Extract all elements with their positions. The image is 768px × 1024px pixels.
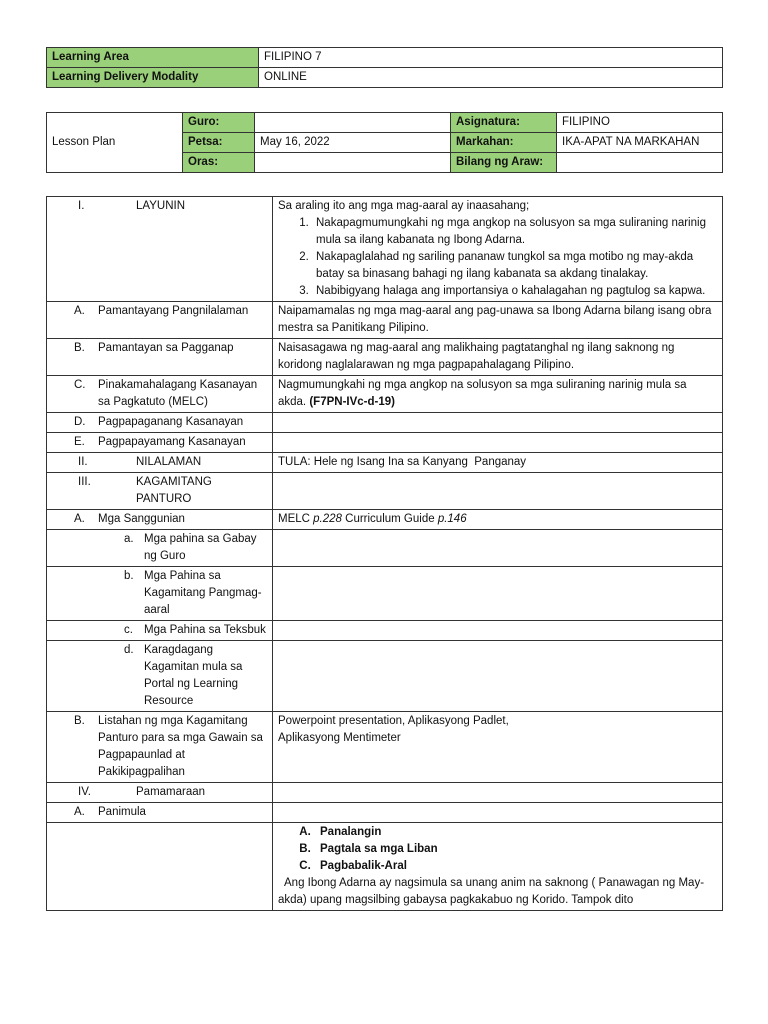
melc-page: p.228 <box>313 513 342 525</box>
lesson-info-table <box>46 112 723 173</box>
asignatura-value: FILIPINO <box>557 113 723 133</box>
melc-code: (F7PN-IVc-d-19) <box>309 396 395 408</box>
lesson-plan-table <box>46 196 723 911</box>
oras-label: Oras: <box>183 153 255 173</box>
guro-label: Guro: <box>183 113 255 133</box>
modality-row <box>47 68 723 88</box>
kagamitang-panturo-row <box>47 473 723 510</box>
pamantayan-sa-pagganap-label: Pamantayan sa Pagganap <box>98 342 234 354</box>
sub-item-marker: d. <box>124 644 134 656</box>
petsa-value: May 16, 2022 <box>255 133 451 153</box>
curriculum-guide-ref: Curriculum Guide <box>341 513 438 525</box>
modality-label: Learning Delivery Modality <box>47 68 259 88</box>
item-marker: B. <box>74 715 85 727</box>
layunin-row <box>47 197 723 302</box>
pamantayang-pangnilalaman-row <box>47 302 723 339</box>
melc-label: Pinakamahalagang Kasanayan sa Pagkatuto (MELC) <box>98 379 258 408</box>
teksbuk-label: Mga Pahina sa Teksbuk <box>144 624 266 636</box>
kagamitang-panturo-label: KAGAMITANG PANTURO <box>136 476 212 505</box>
panimula-content-row <box>47 823 723 911</box>
listahan-kagamitan-row <box>47 712 723 783</box>
mga-sanggunian-label: Mga Sanggunian <box>98 513 185 525</box>
layunin-label: LAYUNIN <box>136 200 185 212</box>
bilang-label: Bilang ng Araw: <box>451 153 557 173</box>
bilang-value <box>557 153 723 173</box>
step-item: A. Panalangin <box>314 824 717 841</box>
item-marker: E. <box>74 436 85 448</box>
learning-resource-row <box>47 641 723 712</box>
panimula-steps <box>278 824 717 875</box>
pamamaraan-label: Pamamaraan <box>136 786 206 798</box>
nilalaman-label: NILALAMAN <box>136 456 202 468</box>
objective-item: 1. Nakapagmumungkahi ng mga angkop na solusyon sa mga suliraning narinig mula sa ilang kabanata ng Ibong Adarna. <box>312 215 717 249</box>
melc-ref: MELC <box>278 513 314 525</box>
item-marker: C. <box>74 379 86 391</box>
section-number: IV. <box>78 786 92 798</box>
lesson-plan-label: Lesson Plan <box>47 113 183 173</box>
nilalaman-value: TULA: Hele ng Isang Ina sa Kanyang Panganay <box>273 453 723 473</box>
panimula-row <box>47 803 723 823</box>
petsa-label: Petsa: <box>183 133 255 153</box>
pagpapayamang-kasanayan-row <box>47 433 723 453</box>
pamantayang-pangnilalaman-value: Naipamamalas ng mga mag-aaral ang pag-unawa sa Ibong Adarna bilang isang obra mestra sa Panitikang Pilipino. <box>273 302 723 339</box>
pagpapayamang-kasanayan-label: Pagpapayamang Kasanayan <box>98 436 246 448</box>
markahan-label: Markahan: <box>451 133 557 153</box>
nilalaman-row <box>47 453 723 473</box>
learning-area-row <box>47 48 723 68</box>
pamantayang-pangnilalaman-label: Pamantayang Pangnilalaman <box>98 305 249 317</box>
header-table <box>46 47 723 88</box>
pagpapaganang-kasanayan-row <box>47 413 723 433</box>
listahan-kagamitan-label: Listahan ng mga Kagamitang Panturo para sa mga Gawain sa Pagpapaunlad at Pakikipagpalihan <box>98 715 263 778</box>
pamamaraan-row <box>47 783 723 803</box>
section-number: II. <box>78 456 88 468</box>
learning-area-value: FILIPINO 7 <box>259 48 723 68</box>
section-number: III. <box>78 476 91 488</box>
melc-value: Nagmumungkahi ng mga angkop na solusyon sa mga suliraning narinig mula sa akda. <box>278 379 687 408</box>
mga-sanggunian-row <box>47 510 723 530</box>
asignatura-label: Asignatura: <box>451 113 557 133</box>
panimula-label: Panimula <box>98 806 146 818</box>
learning-resource-label: Karagdagang Kagamitan mula sa Portal ng Learning Resource <box>144 644 243 707</box>
listahan-kagamitan-value: Powerpoint presentation, Aplikasyong Padlet, Aplikasyong Mentimeter <box>278 715 509 744</box>
item-marker: A. <box>74 305 85 317</box>
sub-item-marker: a. <box>124 533 134 545</box>
review-text: Ang Ibong Adarna ay nagsimula sa unang anim na saknong ( Panawagan ng May-akda) upang magsilbing gabaysa pagkakabuo ng Korido. Tampok dito <box>278 877 705 906</box>
pagpapaganang-kasanayan-label: Pagpapaganang Kasanayan <box>98 416 244 428</box>
pamantayan-sa-pagganap-value: Naisasagawa ng mag-aaral ang malikhaing pagtatanghal ng ilang saknong ng koridong naglalarawan ng mga pagpapahalagang Pilipino. <box>273 339 723 376</box>
learning-area-label: Learning Area <box>47 48 259 68</box>
gabay-guro-label: Mga pahina sa Gabay ng Guro <box>144 533 257 562</box>
section-number: I. <box>78 200 85 212</box>
curriculum-guide-page: p.146 <box>437 513 467 525</box>
item-marker: B. <box>74 342 85 354</box>
layunin-intro: Sa araling ito ang mga mag-aaral ay inaasahang; <box>278 200 530 212</box>
sub-item-marker: c. <box>124 624 133 636</box>
markahan-value: IKA-APAT NA MARKAHAN <box>557 133 723 153</box>
gabay-guro-row <box>47 530 723 567</box>
item-marker: A. <box>74 806 85 818</box>
item-marker: A. <box>74 513 85 525</box>
objectives-list <box>278 215 717 300</box>
guro-value <box>255 113 451 133</box>
modality-value: ONLINE <box>259 68 723 88</box>
melc-row <box>47 376 723 413</box>
objective-item: 3. Nabibigyang halaga ang importansiya o kahalagahan ng pagtulog sa kapwa. <box>312 283 717 300</box>
step-item: B. Pagtala sa mga Liban <box>314 841 717 858</box>
oras-value <box>255 153 451 173</box>
sub-item-marker: b. <box>124 570 134 582</box>
pamantayan-sa-pagganap-row <box>47 339 723 376</box>
objective-item: 2. Nakapaglalahad ng sariling pananaw tungkol sa mga motibo ng may-akda batay sa binasang bahagi ng ilang kabanata sa akdang tinalakay. <box>312 249 717 283</box>
teksbuk-row <box>47 621 723 641</box>
kagamitang-pangmag-aaral-label: Mga Pahina sa Kagamitang Pangmag-aaral <box>144 570 262 616</box>
step-item: C. Pagbabalik-Aral <box>314 858 717 875</box>
kagamitang-pangmag-aaral-row <box>47 567 723 621</box>
item-marker: D. <box>74 416 86 428</box>
